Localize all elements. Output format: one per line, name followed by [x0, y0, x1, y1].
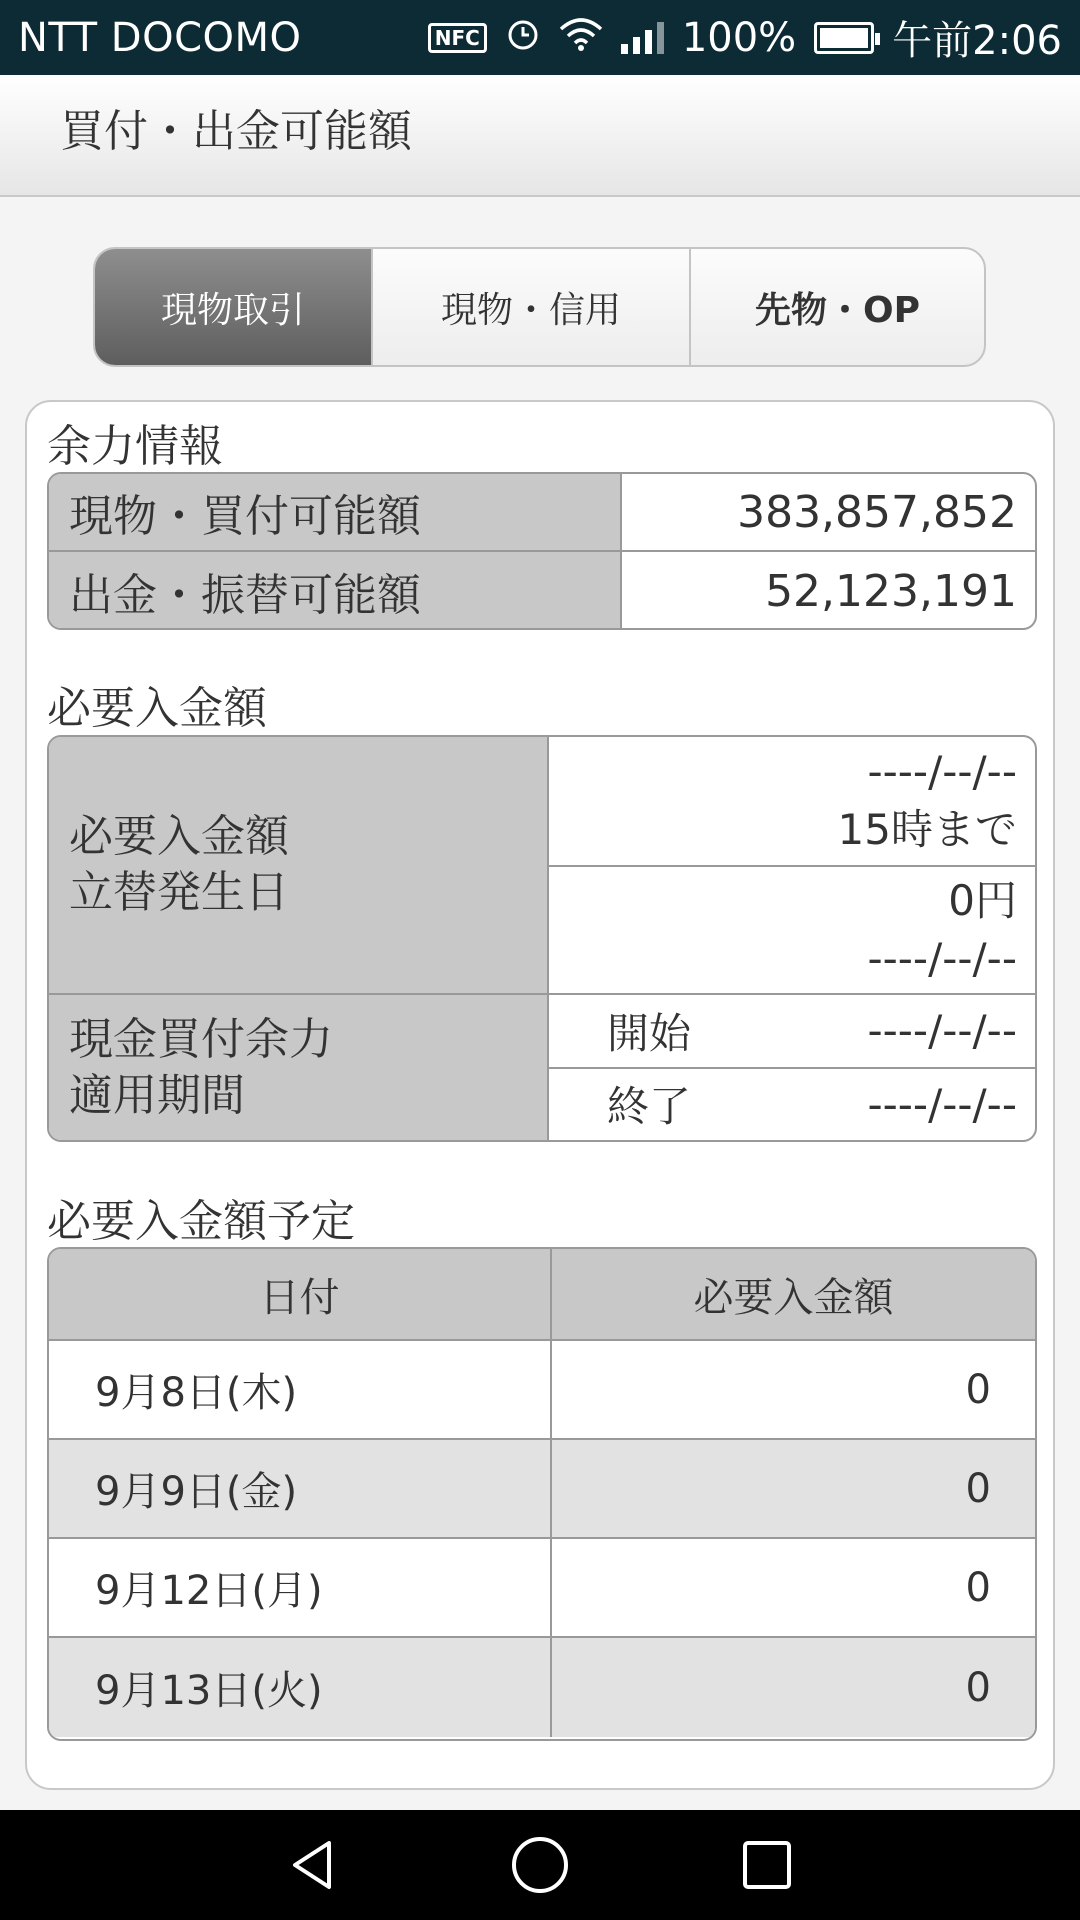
required-amount-row: [49, 737, 1035, 995]
required-amount-value: 0円: [948, 876, 1017, 925]
info-panel: [25, 400, 1055, 1790]
system-nav-bar: [0, 1810, 1080, 1920]
buy-capacity-value: 383,857,852: [737, 486, 1017, 538]
tab-spot-margin[interactable]: 現物・信用: [373, 249, 691, 365]
table-row: [49, 1341, 1035, 1440]
schedule-table: [47, 1247, 1037, 1741]
capacity-table: [47, 472, 1037, 630]
period-end-value: ----/--/--: [867, 1079, 1017, 1129]
tab-spot-trading[interactable]: 現物取引: [95, 249, 373, 365]
column-header-date: 日付: [49, 1249, 552, 1339]
withdraw-capacity-label: 出金・振替可能額: [49, 552, 622, 630]
signal-icon: [621, 22, 664, 54]
battery-icon: [814, 22, 874, 54]
deadline-time: 15時まで: [837, 805, 1017, 854]
table-row: [49, 474, 1035, 552]
deadline-date: ----/--/--: [867, 747, 1017, 796]
back-icon[interactable]: [278, 1830, 348, 1900]
schedule-amount: 0: [965, 1465, 991, 1512]
trade-type-tabs: [93, 247, 986, 367]
schedule-date: 9月9日(金): [49, 1440, 552, 1537]
schedule-date: 9月8日(木): [49, 1341, 552, 1438]
schedule-date: 9月13日(火): [49, 1638, 552, 1737]
schedule-amount: 0: [965, 1366, 991, 1413]
recent-apps-icon[interactable]: [732, 1830, 802, 1900]
period-end-label: 終了: [606, 1082, 691, 1132]
amount-cell: [549, 865, 1035, 993]
battery-percent: 100%: [681, 14, 797, 61]
period-start-label: 開始: [606, 1008, 691, 1058]
period-start-value: ----/--/--: [867, 1006, 1017, 1056]
applicable-period-label: 現金買付余力 適用期間: [49, 995, 549, 1140]
tab-futures-options[interactable]: 先物・OP: [755, 289, 920, 331]
table-row: [49, 552, 1035, 630]
nfc-icon: NFC: [428, 23, 487, 53]
period-start-row: [549, 995, 1035, 1067]
applicable-period-values: [549, 995, 1035, 1140]
alarm-icon: [505, 15, 541, 61]
home-icon[interactable]: [505, 1830, 575, 1900]
schedule-section-title: 必要入金額予定: [47, 1196, 355, 1247]
clock: 午前2:06: [892, 18, 1062, 64]
schedule-amount: 0: [965, 1564, 991, 1611]
column-header-amount: 必要入金額: [693, 1274, 894, 1321]
capacity-section-title: 余力情報: [47, 421, 223, 472]
table-row: [49, 1539, 1035, 1638]
schedule-amount: 0: [965, 1664, 991, 1711]
app-header: [0, 75, 1080, 197]
required-section-title: 必要入金額: [47, 683, 267, 734]
page-title: 買付・出金可能額: [60, 106, 412, 157]
status-bar: [0, 0, 1080, 75]
deadline-cell: [549, 737, 1035, 865]
buy-capacity-label: 現物・買付可能額: [49, 474, 622, 550]
advance-date-value: ----/--/--: [867, 934, 1017, 983]
period-end-row: [549, 1067, 1035, 1141]
wifi-icon: [559, 15, 603, 61]
table-row: [49, 1440, 1035, 1539]
status-icons: [428, 9, 1062, 66]
required-amount-label: 必要入金額 立替発生日: [49, 737, 549, 993]
schedule-header-row: [49, 1249, 1035, 1341]
required-amount-values: [549, 737, 1035, 993]
required-table: [47, 735, 1037, 1142]
content-area: [0, 197, 1080, 1810]
carrier-name: NTT DOCOMO: [18, 14, 302, 61]
applicable-period-row: [49, 995, 1035, 1140]
withdraw-capacity-value: 52,123,191: [765, 565, 1017, 617]
table-row: [49, 1638, 1035, 1737]
schedule-date: 9月12日(月): [49, 1539, 552, 1636]
